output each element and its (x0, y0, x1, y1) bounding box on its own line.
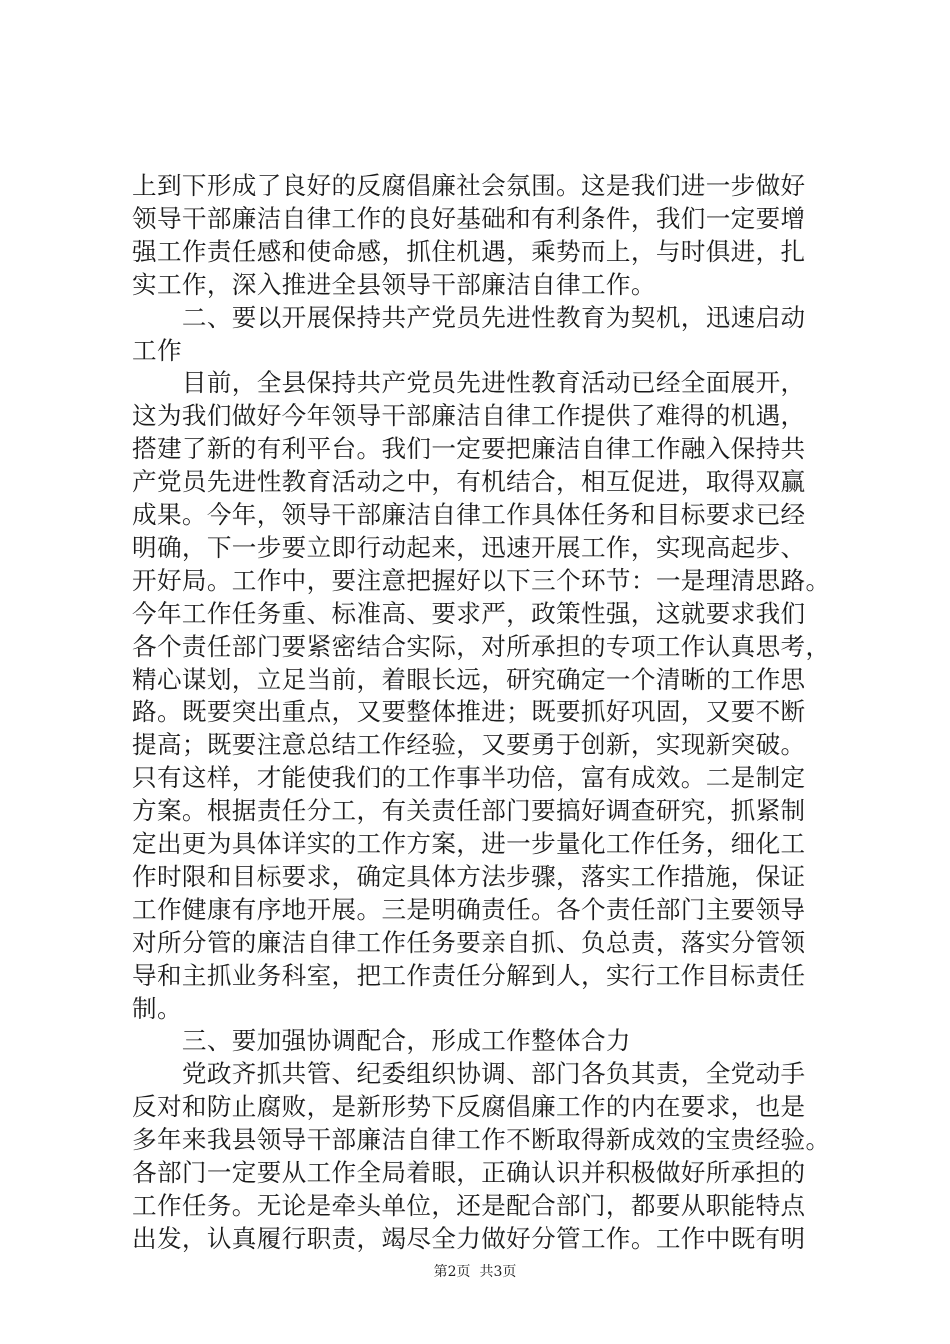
text-line: 精心谋划，立足当前，着眼长远，研究确定一个清晰的工作思 (132, 664, 806, 694)
text-line: 多年来我县领导干部廉洁自律工作不断取得新成效的宝贵经验。 (132, 1125, 831, 1155)
text-line: 作时限和目标要求，确定具体方法步骤，落实工作措施，保证 (132, 861, 806, 891)
text-line: 开好局。工作中，要注意把握好以下三个环节：一是理清思路。 (132, 565, 831, 595)
text-line: 三、要加强协调配合，形成工作整体合力 (132, 1026, 631, 1056)
text-line: 工作任务。无论是牵头单位，还是配合部门，都要从职能特点 (132, 1190, 806, 1220)
text-line: 搭建了新的有利平台。我们一定要把廉洁自律工作融入保持共 (132, 434, 806, 464)
text-line: 制。 (132, 993, 182, 1023)
text-line: 出发，认真履行职责，竭尽全力做好分管工作。工作中既有明 (132, 1223, 806, 1253)
text-line: 党政齐抓共管、纪委组织协调、部门各负其责，全党动手 (132, 1059, 806, 1089)
text-line: 方案。根据责任分工，有关责任部门要搞好调查研究，抓紧制 (132, 796, 806, 826)
text-line: 今年工作任务重、标准高、要求严，政策性强，这就要求我们 (132, 598, 806, 628)
text-line: 提高；既要注意总结工作经验，又要勇于创新，实现新突破。 (132, 730, 806, 760)
text-line: 产党员先进性教育活动之中，有机结合，相互促进，取得双赢 (132, 467, 806, 497)
text-line: 各部门一定要从工作全局着眼，正确认识并积极做好所承担的 (132, 1158, 806, 1187)
text-line: 领导干部廉洁自律工作的良好基础和有利条件，我们一定要增 (132, 203, 806, 233)
page-footer: 第2页 共3页 (433, 1264, 517, 1280)
text-line: 工作健康有序地开展。三是明确责任。各个责任部门主要领导 (132, 894, 806, 924)
text-line: 二、要以开展保持共产党员先进性教育为契机，迅速启动 (132, 302, 806, 332)
text-line: 明确，下一步要立即行动起来，迅速开展工作，实现高起步、 (132, 532, 806, 562)
text-line: 反对和防止腐败，是新形势下反腐倡廉工作的内在要求，也是 (132, 1092, 806, 1122)
text-line: 这为我们做好今年领导干部廉洁自律工作提供了难得的机遇， (132, 401, 806, 431)
text-line: 路。既要突出重点，又要整体推进；既要抓好巩固，又要不断 (132, 697, 806, 727)
text-line: 导和主抓业务科室，把工作责任分解到人，实行工作目标责任 (132, 960, 806, 990)
text-line: 各个责任部门要紧密结合实际，对所承担的专项工作认真思考， (132, 631, 831, 661)
text-line: 上到下形成了良好的反腐倡廉社会氛围。这是我们进一步做好 (132, 171, 806, 200)
text-line: 工作 (132, 335, 182, 365)
text-line: 只有这样，才能使我们的工作事半功倍，富有成效。二是制定 (132, 763, 806, 793)
text-line: 实工作，深入推进全县领导干部廉洁自律工作。 (132, 269, 656, 299)
text-line: 成果。今年，领导干部廉洁自律工作具体任务和目标要求已经 (132, 500, 806, 529)
text-line: 对所分管的廉洁自律工作任务要亲自抓、负总责，落实分管领 (132, 927, 806, 957)
text-line: 目前，全县保持共产党员先进性教育活动已经全面展开， (132, 368, 806, 398)
text-line: 定出更为具体详实的工作方案，进一步量化工作任务，细化工 (132, 829, 806, 858)
text-line: 强工作责任感和使命感，抓住机遇，乘势而上，与时俱进，扎 (132, 236, 806, 266)
